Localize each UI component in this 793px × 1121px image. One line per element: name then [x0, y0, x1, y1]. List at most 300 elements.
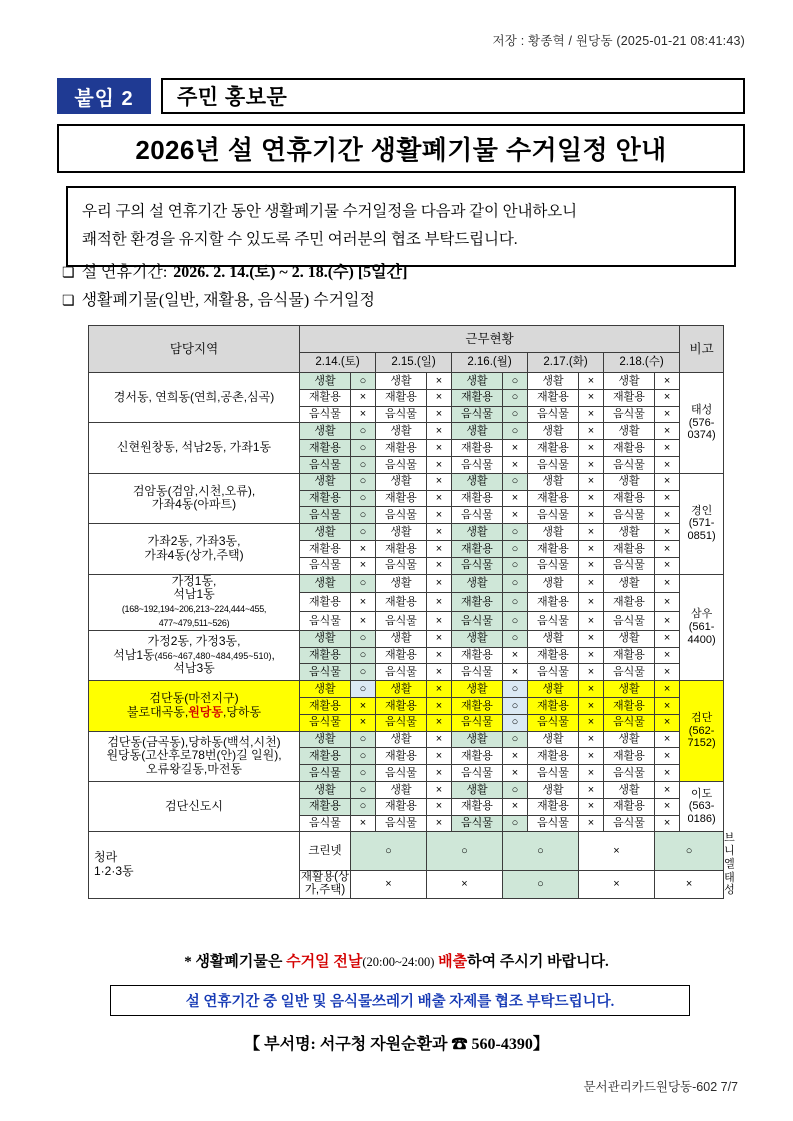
- table-row: [89, 524, 724, 541]
- type-label-cell: 생활: [452, 574, 503, 593]
- collection-mark-cell: ×: [579, 664, 604, 681]
- collection-mark-cell: ○: [351, 681, 376, 698]
- note-suffix: 하여 주시기 바랍니다.: [467, 954, 609, 970]
- collection-mark-cell: ×: [655, 440, 680, 457]
- collection-mark-cell: ○: [503, 406, 528, 423]
- collection-mark-cell: ×: [427, 557, 452, 574]
- collection-mark-cell: ×: [579, 540, 604, 557]
- type-label-cell: 음식물: [604, 815, 655, 832]
- bullet-mark-icon: ❏: [62, 294, 75, 309]
- type-label-cell: 음식물: [528, 815, 579, 832]
- collection-mark-cell: ×: [427, 664, 452, 681]
- col-header-day-3: 2.16.(월): [452, 353, 528, 373]
- col-header-day-4: 2.17.(화): [528, 353, 604, 373]
- collection-mark-cell: ×: [427, 490, 452, 507]
- bullet-mark-icon: ❏: [62, 266, 75, 281]
- collection-mark-cell: ×: [427, 612, 452, 631]
- collection-mark-cell: ×: [427, 714, 452, 731]
- type-label-cell: 음식물: [300, 557, 351, 574]
- table-row: [89, 630, 724, 647]
- type-label-cell: 음식물: [604, 765, 655, 782]
- collection-mark-cell: ×: [579, 373, 604, 390]
- type-label-cell: 생활: [528, 574, 579, 593]
- collection-mark-cell: ○: [503, 681, 528, 698]
- type-label-cell: 생활: [376, 630, 427, 647]
- type-label-cell: 재활용: [604, 593, 655, 612]
- type-label-cell: 생활: [300, 681, 351, 698]
- department-contact: 【 부서명: 서구청 자원순환과 ☎ 560-4390】: [244, 1036, 549, 1053]
- schedule-table-wrap: [88, 325, 735, 899]
- collection-mark-cell: ×: [427, 731, 452, 748]
- collection-mark-cell: ○: [351, 373, 376, 390]
- remark-cell: 검단 (562- 7152): [680, 681, 724, 782]
- collection-mark-cell: ×: [427, 681, 452, 698]
- type-label-cell: 생활: [300, 524, 351, 541]
- type-label-cell: 음식물: [528, 406, 579, 423]
- collection-mark-cell: ×: [655, 490, 680, 507]
- type-label-cell: 음식물: [452, 765, 503, 782]
- collection-mark-cell: ×: [579, 423, 604, 440]
- collection-mark-cell: ○: [351, 423, 376, 440]
- type-label-cell: 재활용: [376, 697, 427, 714]
- type-label-cell: 재활용: [376, 647, 427, 664]
- type-label-cell: 생활: [604, 373, 655, 390]
- collection-mark-cell: ×: [655, 373, 680, 390]
- remark-cell: 이도 (563- 0186): [680, 781, 724, 831]
- collection-mark-cell: ×: [579, 593, 604, 612]
- table-row: [89, 473, 724, 490]
- type-label-cell: 재활용: [452, 389, 503, 406]
- type-label-cell: 생활: [452, 630, 503, 647]
- collection-mark-cell: ×: [579, 406, 604, 423]
- type-label-cell: 재활용: [452, 647, 503, 664]
- collection-mark-cell: ×: [579, 748, 604, 765]
- type-label-cell: 생활: [452, 781, 503, 798]
- collection-mark-cell: ×: [579, 440, 604, 457]
- intro-line-1: 우리 구의 설 연휴기간 동안 생활폐기물 수거일정을 다음과 같이 안내하오니: [82, 203, 578, 220]
- type-label-cell: 재활용: [604, 490, 655, 507]
- table-row: [89, 423, 724, 440]
- collection-mark-cell: ○: [351, 507, 376, 524]
- intro-box: [66, 186, 736, 267]
- collection-mark-cell: ×: [503, 765, 528, 782]
- type-label-cell: 음식물: [376, 557, 427, 574]
- collection-mark-cell: ×: [655, 456, 680, 473]
- region-name-cell: 가정2동, 가정3동, 석남1동(456~467,480~484,495~510), 석남3동: [89, 630, 300, 680]
- collection-mark-cell: ×: [655, 647, 680, 664]
- collection-mark-cell: ×: [427, 630, 452, 647]
- collection-mark-cell: ○: [503, 389, 528, 406]
- type-label-cell: 재활용: [528, 593, 579, 612]
- collection-mark-cell: ○: [503, 373, 528, 390]
- collection-mark-cell: ×: [427, 406, 452, 423]
- type-label-cell: 재활용: [300, 748, 351, 765]
- type-label-cell: 재활용: [604, 748, 655, 765]
- collection-mark-cell: ×: [655, 765, 680, 782]
- collection-mark-cell: ×: [579, 456, 604, 473]
- bullet-label: 설 연휴기간:: [81, 264, 168, 281]
- collection-mark-cell: ×: [351, 540, 376, 557]
- schedule-table: [88, 325, 735, 899]
- type-label-cell: 재활용: [376, 440, 427, 457]
- type-label-cell: 재활용: [528, 440, 579, 457]
- collection-mark-cell: ×: [351, 714, 376, 731]
- type-label-cell: 생활: [376, 473, 427, 490]
- collection-mark-cell: ×: [579, 557, 604, 574]
- type-label-cell: 생활: [528, 681, 579, 698]
- collection-mark-cell: ×: [503, 647, 528, 664]
- type-label-cell: 생활: [376, 423, 427, 440]
- collection-mark-cell: ×: [579, 765, 604, 782]
- bullet-item-schedule: [62, 287, 745, 310]
- collection-mark-cell: ○: [351, 781, 376, 798]
- collection-mark-cell: ×: [427, 524, 452, 541]
- collection-mark-cell: ○: [351, 456, 376, 473]
- table-row: 재활용(상가,주택) × × ○ × × 태성: [300, 871, 735, 897]
- type-label-cell: 재활용: [604, 647, 655, 664]
- bullet-label: 생활폐기물(일반, 재활용, 음식물) 수거일정: [81, 292, 375, 309]
- bullet-list: [62, 259, 745, 315]
- type-label-cell: 재활용: [452, 748, 503, 765]
- region-name-cell: 검단신도시: [89, 781, 300, 831]
- collection-mark-cell: ×: [503, 748, 528, 765]
- collection-mark-cell: ×: [351, 593, 376, 612]
- type-label-cell: 생활: [528, 731, 579, 748]
- note-discharge-time: [0, 950, 793, 971]
- collection-mark-cell: ×: [427, 389, 452, 406]
- collection-mark-cell: ○: [655, 832, 724, 871]
- collection-mark-cell: ×: [427, 765, 452, 782]
- type-label-cell: 음식물: [452, 714, 503, 731]
- collection-mark-cell: ×: [655, 540, 680, 557]
- collection-mark-cell: ×: [579, 798, 604, 815]
- collection-mark-cell: ×: [427, 574, 452, 593]
- collection-mark-cell: ○: [351, 490, 376, 507]
- collection-mark-cell: ○: [503, 524, 528, 541]
- collection-mark-cell: ×: [655, 507, 680, 524]
- type-label-cell: 생활: [604, 630, 655, 647]
- collection-mark-cell: ×: [655, 748, 680, 765]
- type-label-cell: 음식물: [528, 456, 579, 473]
- collection-mark-cell: ×: [351, 697, 376, 714]
- cheongna-label-cell: 청라 1·2·3동: [89, 832, 300, 898]
- type-label-cell: 음식물: [528, 765, 579, 782]
- collection-mark-cell: ×: [655, 574, 680, 593]
- type-label-cell: 음식물: [300, 714, 351, 731]
- collection-mark-cell: ×: [427, 593, 452, 612]
- type-label-cell: 재활용: [528, 798, 579, 815]
- col-header-day-2: 2.15.(일): [376, 353, 452, 373]
- collection-mark-cell: ×: [579, 524, 604, 541]
- type-label-cell: 생활: [604, 423, 655, 440]
- collection-mark-cell: ×: [655, 593, 680, 612]
- type-label-cell: 음식물: [376, 456, 427, 473]
- note-prefix: * 생활폐기물은: [184, 954, 287, 970]
- collection-mark-cell: ○: [503, 815, 528, 832]
- type-label-cell: 재활용: [528, 490, 579, 507]
- bullet-value: 2026. 2. 14.(토) ~ 2. 18.(수) [5일간]: [173, 264, 408, 281]
- collection-mark-cell: ○: [503, 697, 528, 714]
- collection-mark-cell: ×: [351, 406, 376, 423]
- type-label-cell: 재활용: [376, 798, 427, 815]
- collection-mark-cell: ×: [427, 815, 452, 832]
- collection-mark-cell: ×: [655, 389, 680, 406]
- collection-mark-cell: ×: [655, 798, 680, 815]
- type-label-cell: 재활용: [300, 389, 351, 406]
- collection-mark-cell: ○: [351, 664, 376, 681]
- col-header-remark: 비고: [680, 326, 724, 373]
- collection-mark-cell: ○: [503, 423, 528, 440]
- collection-mark-cell: ×: [351, 557, 376, 574]
- type-label-cell: 생활: [604, 681, 655, 698]
- type-label-cell: 재활용: [376, 389, 427, 406]
- type-label-cell: 음식물: [452, 557, 503, 574]
- collection-mark-cell: ○: [503, 832, 579, 871]
- type-label-cell: 음식물: [528, 612, 579, 631]
- type-label-cell: 재활용: [604, 540, 655, 557]
- remark-cell: 태성 (576- 0374): [680, 373, 724, 474]
- type-label-cell: 생활: [452, 524, 503, 541]
- table-head: [89, 326, 724, 373]
- collection-mark-cell: ○: [351, 765, 376, 782]
- type-label-cell: 생활: [604, 781, 655, 798]
- collection-mark-cell: ○: [503, 630, 528, 647]
- collection-mark-cell: ×: [427, 507, 452, 524]
- region-name-cell: 검암동(검암,시천,오류), 가좌4동(아파트): [89, 473, 300, 523]
- cheongna-type-cell: 재활용(상가,주택): [300, 871, 350, 897]
- region-name-cell: 검단동(금곡동),당하동(백석,시천) 원당동(고산후로78번(안)길 일원), 오류왕길동,마전동: [89, 731, 300, 781]
- type-label-cell: 음식물: [300, 456, 351, 473]
- type-label-cell: 음식물: [604, 714, 655, 731]
- collection-mark-cell: ×: [503, 507, 528, 524]
- type-label-cell: 생활: [300, 574, 351, 593]
- collection-mark-cell: ○: [503, 540, 528, 557]
- collection-mark-cell: ○: [351, 524, 376, 541]
- region-name-cell: 가정1동, 석남1동 (168~192,194~206,213~224,444~455, 477~479,511~526): [89, 574, 300, 630]
- type-label-cell: 음식물: [528, 714, 579, 731]
- type-label-cell: 재활용: [376, 540, 427, 557]
- type-label-cell: 생활: [452, 373, 503, 390]
- collection-mark-cell: ×: [351, 612, 376, 631]
- collection-mark-cell: ×: [579, 832, 655, 871]
- type-label-cell: 음식물: [376, 765, 427, 782]
- type-label-cell: 생활: [452, 681, 503, 698]
- collection-mark-cell: ×: [655, 871, 724, 898]
- type-label-cell: 생활: [376, 781, 427, 798]
- collection-mark-cell: ○: [351, 473, 376, 490]
- note-boxed-request: 설 연휴기간 중 일반 및 음식물쓰레기 배출 자제를 협조 부탁드립니다.: [110, 985, 690, 1016]
- collection-mark-cell: ○: [351, 630, 376, 647]
- collection-mark-cell: ×: [655, 630, 680, 647]
- type-label-cell: 재활용: [528, 389, 579, 406]
- type-label-cell: 음식물: [300, 612, 351, 631]
- type-label-cell: 재활용: [452, 490, 503, 507]
- type-label-cell: 음식물: [604, 557, 655, 574]
- table-row: 청라 1·2·3동 크린넷 ○ ○ ○ × ○ 브니엘: [89, 832, 724, 871]
- collection-mark-cell: ×: [427, 373, 452, 390]
- collection-mark-cell: ×: [579, 681, 604, 698]
- type-label-cell: 생활: [300, 781, 351, 798]
- collection-mark-cell: ×: [351, 815, 376, 832]
- type-label-cell: 재활용: [300, 490, 351, 507]
- type-label-cell: 음식물: [604, 664, 655, 681]
- type-label-cell: 재활용: [528, 748, 579, 765]
- collection-mark-cell: ×: [427, 871, 503, 898]
- collection-mark-cell: ○: [503, 871, 579, 898]
- type-label-cell: 생활: [300, 731, 351, 748]
- collection-mark-cell: ×: [427, 697, 452, 714]
- collection-mark-cell: ×: [579, 731, 604, 748]
- col-header-day-1: 2.14.(토): [300, 353, 376, 373]
- type-label-cell: 음식물: [376, 664, 427, 681]
- collection-mark-cell: ×: [503, 490, 528, 507]
- type-label-cell: 생활: [528, 373, 579, 390]
- note-highlight-2: 배출: [434, 954, 468, 970]
- type-label-cell: 음식물: [528, 664, 579, 681]
- collection-mark-cell: ○: [503, 557, 528, 574]
- collection-mark-cell: ×: [579, 507, 604, 524]
- collection-mark-cell: ○: [351, 647, 376, 664]
- type-label-cell: 음식물: [376, 815, 427, 832]
- type-label-cell: 음식물: [604, 507, 655, 524]
- collection-mark-cell: ○: [351, 440, 376, 457]
- page-footer: 문서관리카드원당동-602 7/7: [583, 1080, 738, 1094]
- collection-mark-cell: ○: [503, 612, 528, 631]
- attachment-header: [57, 78, 745, 114]
- collection-mark-cell: ×: [655, 524, 680, 541]
- type-label-cell: 재활용: [452, 593, 503, 612]
- cheongna-type-cell: 크린넷: [300, 832, 351, 871]
- collection-mark-cell: ×: [503, 798, 528, 815]
- type-label-cell: 재활용: [528, 540, 579, 557]
- collection-mark-cell: ×: [351, 871, 427, 898]
- banner-title: 2026년 설 연휴기간 생활폐기물 수거일정 안내: [57, 124, 745, 173]
- col-header-region: 담당지역: [89, 326, 300, 373]
- collection-mark-cell: ×: [503, 456, 528, 473]
- type-label-cell: 생활: [604, 731, 655, 748]
- type-label-cell: 재활용: [300, 798, 351, 815]
- attachment-title: 주민 홍보문: [161, 78, 745, 114]
- type-label-cell: 음식물: [452, 815, 503, 832]
- collection-mark-cell: ×: [427, 798, 452, 815]
- type-label-cell: 생활: [300, 373, 351, 390]
- type-label-cell: 재활용: [376, 593, 427, 612]
- collection-mark-cell: ×: [427, 440, 452, 457]
- type-label-cell: 재활용: [604, 389, 655, 406]
- table-row: [89, 373, 724, 390]
- type-label-cell: 음식물: [452, 507, 503, 524]
- collection-mark-cell: ×: [579, 473, 604, 490]
- type-label-cell: 음식물: [300, 765, 351, 782]
- type-label-cell: 재활용: [376, 748, 427, 765]
- table-row: [89, 681, 724, 698]
- type-label-cell: 생활: [604, 473, 655, 490]
- type-label-cell: 재활용: [300, 540, 351, 557]
- type-label-cell: 재활용: [604, 440, 655, 457]
- type-label-cell: 음식물: [452, 612, 503, 631]
- type-label-cell: 생활: [452, 423, 503, 440]
- collection-mark-cell: ×: [427, 748, 452, 765]
- region-name-cell: 신현원창동, 석남2동, 가좌1동: [89, 423, 300, 473]
- type-label-cell: 재활용: [452, 440, 503, 457]
- table-head-row-1: [89, 326, 724, 353]
- collection-mark-cell: ×: [351, 389, 376, 406]
- region-name-cell: 가좌2동, 가좌3동, 가좌4동(상가,주택): [89, 524, 300, 574]
- collection-mark-cell: ×: [579, 871, 655, 898]
- type-label-cell: 생활: [528, 473, 579, 490]
- type-label-cell: 재활용: [452, 697, 503, 714]
- type-label-cell: 재활용: [300, 697, 351, 714]
- collection-mark-cell: ×: [579, 697, 604, 714]
- collection-mark-cell: ×: [655, 714, 680, 731]
- type-label-cell: 생활: [604, 524, 655, 541]
- collection-mark-cell: ×: [427, 456, 452, 473]
- type-label-cell: 음식물: [604, 612, 655, 631]
- type-label-cell: 음식물: [300, 815, 351, 832]
- collection-mark-cell: ×: [655, 557, 680, 574]
- collection-mark-cell: ×: [579, 612, 604, 631]
- collection-mark-cell: ×: [427, 781, 452, 798]
- type-label-cell: 재활용: [300, 647, 351, 664]
- collection-mark-cell: ○: [427, 832, 503, 871]
- bullet-item-period: [62, 259, 745, 282]
- type-label-cell: 생활: [604, 574, 655, 593]
- table-row: [89, 781, 724, 798]
- table-body: [89, 373, 735, 899]
- note-time: (20:00~24:00): [362, 955, 435, 969]
- type-label-cell: 재활용: [300, 440, 351, 457]
- collection-mark-cell: ○: [351, 832, 427, 871]
- collection-mark-cell: ○: [351, 748, 376, 765]
- table-row: [89, 731, 724, 748]
- collection-mark-cell: ×: [655, 612, 680, 631]
- collection-mark-cell: ○: [503, 731, 528, 748]
- type-label-cell: 음식물: [452, 456, 503, 473]
- type-label-cell: 생활: [528, 781, 579, 798]
- collection-mark-cell: ○: [503, 473, 528, 490]
- type-label-cell: 음식물: [452, 664, 503, 681]
- type-label-cell: 재활용: [376, 490, 427, 507]
- type-label-cell: 생활: [300, 423, 351, 440]
- type-label-cell: 재활용: [528, 697, 579, 714]
- type-label-cell: 생활: [452, 731, 503, 748]
- type-label-cell: 생활: [300, 473, 351, 490]
- collection-mark-cell: ○: [503, 781, 528, 798]
- collection-mark-cell: ×: [427, 423, 452, 440]
- remark-cell: 삼우 (561- 4400): [680, 574, 724, 681]
- type-label-cell: 생활: [528, 524, 579, 541]
- type-label-cell: 생활: [528, 423, 579, 440]
- type-label-cell: 음식물: [376, 612, 427, 631]
- type-label-cell: 음식물: [528, 507, 579, 524]
- type-label-cell: 음식물: [300, 664, 351, 681]
- type-label-cell: 생활: [528, 630, 579, 647]
- table-row: [89, 574, 724, 593]
- collection-mark-cell: ×: [655, 681, 680, 698]
- type-label-cell: 재활용: [604, 697, 655, 714]
- type-label-cell: 생활: [376, 524, 427, 541]
- collection-mark-cell: ×: [655, 664, 680, 681]
- collection-mark-cell: ×: [579, 647, 604, 664]
- type-label-cell: 음식물: [376, 714, 427, 731]
- collection-mark-cell: ×: [503, 664, 528, 681]
- collection-mark-cell: ×: [579, 490, 604, 507]
- type-label-cell: 생활: [452, 473, 503, 490]
- col-header-group: 근무현황: [300, 326, 680, 353]
- collection-mark-cell: ×: [579, 815, 604, 832]
- type-label-cell: 음식물: [376, 406, 427, 423]
- collection-mark-cell: ○: [351, 574, 376, 593]
